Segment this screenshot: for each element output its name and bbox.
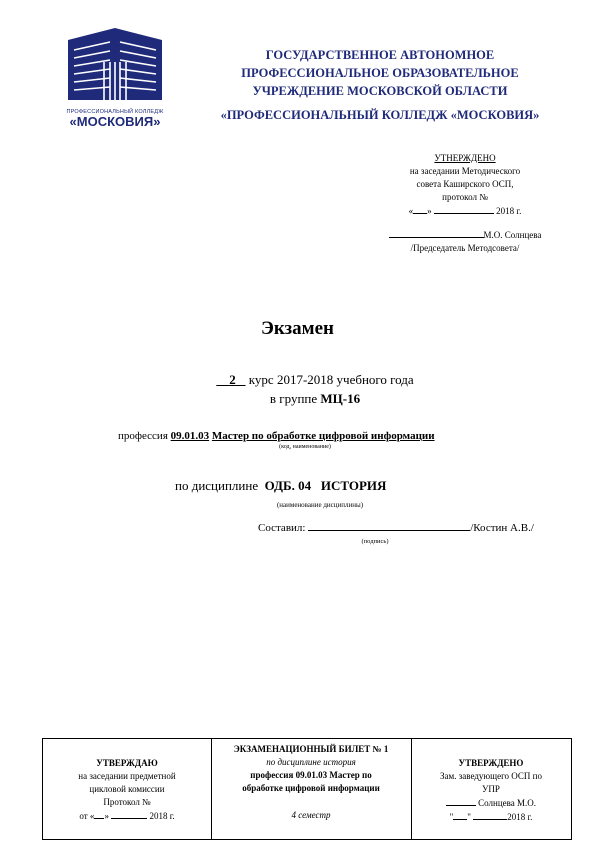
approval-block [365, 152, 565, 255]
course-number: 2 [229, 372, 236, 387]
org-line-2: ПРОФЕССИОНАЛЬНОЕ ОБРАЗОВАТЕЛЬНОЕ [241, 66, 519, 80]
profession-code: 09.01.03 [170, 430, 210, 442]
org-line-3: УЧРЕЖДЕНИЕ МОСКОВСКОЙ ОБЛАСТИ [252, 84, 508, 98]
ticket-number: ЭКЗАМЕНАЦИОННЫЙ БИЛЕТ № 1 [233, 744, 389, 754]
profession-name: Мастер по обработке цифровой информации [211, 430, 435, 442]
ticket-right-date: " " 2018 г. [449, 812, 533, 822]
ticket-left-cell: УТВЕРЖДАЮ на заседании предметной цикловой комиссии Протокол № от « » 2018 г. [43, 739, 212, 839]
group-name: МЦ-16 [320, 391, 361, 406]
discipline-name: ИСТОРИЯ [320, 478, 387, 493]
course-text: курс 2017-2018 учебного года [248, 372, 414, 387]
building-icon [60, 22, 170, 102]
profession-line: профессия 09.01.03 Мастер по обработке цифровой информации [118, 430, 435, 442]
approval-line-3: протокол № [442, 192, 488, 202]
approval-line-2: совета Каширского ОСП, [416, 179, 514, 189]
ticket-table [42, 738, 572, 840]
approval-title: УТНЕРЖДЕНО [434, 153, 496, 163]
approval-signer: М.О. Солнцева [365, 228, 565, 242]
approval-role: /Председатель Методсовета/ [410, 243, 520, 253]
ticket-left-title: УТВЕРЖДАЮ [96, 758, 158, 768]
author-line: Составил: /Костин А.В./ [258, 522, 534, 534]
discipline-hint: (наименование дисциплины) [276, 501, 364, 509]
ticket-right-title: УТВЕРЖДЕНО [458, 758, 524, 768]
ticket-right-signer: Солнцева М.О. [411, 796, 571, 810]
profession-hint: (код, наименование) [279, 444, 331, 450]
signature-hint: (подпись) [361, 538, 389, 545]
logo-subtitle: ПРОФЕССИОНАЛЬНЫЙ КОЛЛЕДЖ [66, 109, 164, 115]
group-line: в группе МЦ-16 [269, 391, 361, 406]
author-name: /Костин А.В./ [470, 522, 534, 534]
ticket-semester: 4 семестр [291, 810, 331, 820]
org-line-1: ГОСУДАРСТВЕННОЕ АВТОНОМНОЕ [265, 48, 495, 62]
logo-name: «МОСКОВИЯ» [69, 114, 161, 129]
college-logo [60, 22, 170, 134]
ticket-middle-cell: ЭКЗАМЕНАЦИОННЫЙ БИЛЕТ № 1 по дисциплине история профессия 09.01.03 Мастер по обработке цифровой информации 4 семестр [211, 739, 412, 839]
course-line [60, 372, 570, 388]
ticket-right-cell: УТВЕРЖДЕНО Зам. заведующего ОСП по УПР Солнцева М.О. " " 2018 г. [411, 739, 571, 839]
ticket-left-date: от « » 2018 г. [79, 811, 175, 821]
approval-line-1: на заседании Методического [409, 166, 521, 176]
discipline-code: ОДБ. 04 [264, 478, 312, 493]
discipline-line: по дисциплине ОДБ. 04 ИСТОРИЯ [175, 478, 387, 493]
organization-name [185, 46, 575, 124]
org-line-4: «ПРОФЕССИОНАЛЬНЫЙ КОЛЛЕДЖ «МОСКОВИЯ» [220, 108, 540, 122]
exam-title: Экзамен [260, 318, 335, 339]
approval-date: « » 2018 г. [408, 206, 522, 216]
